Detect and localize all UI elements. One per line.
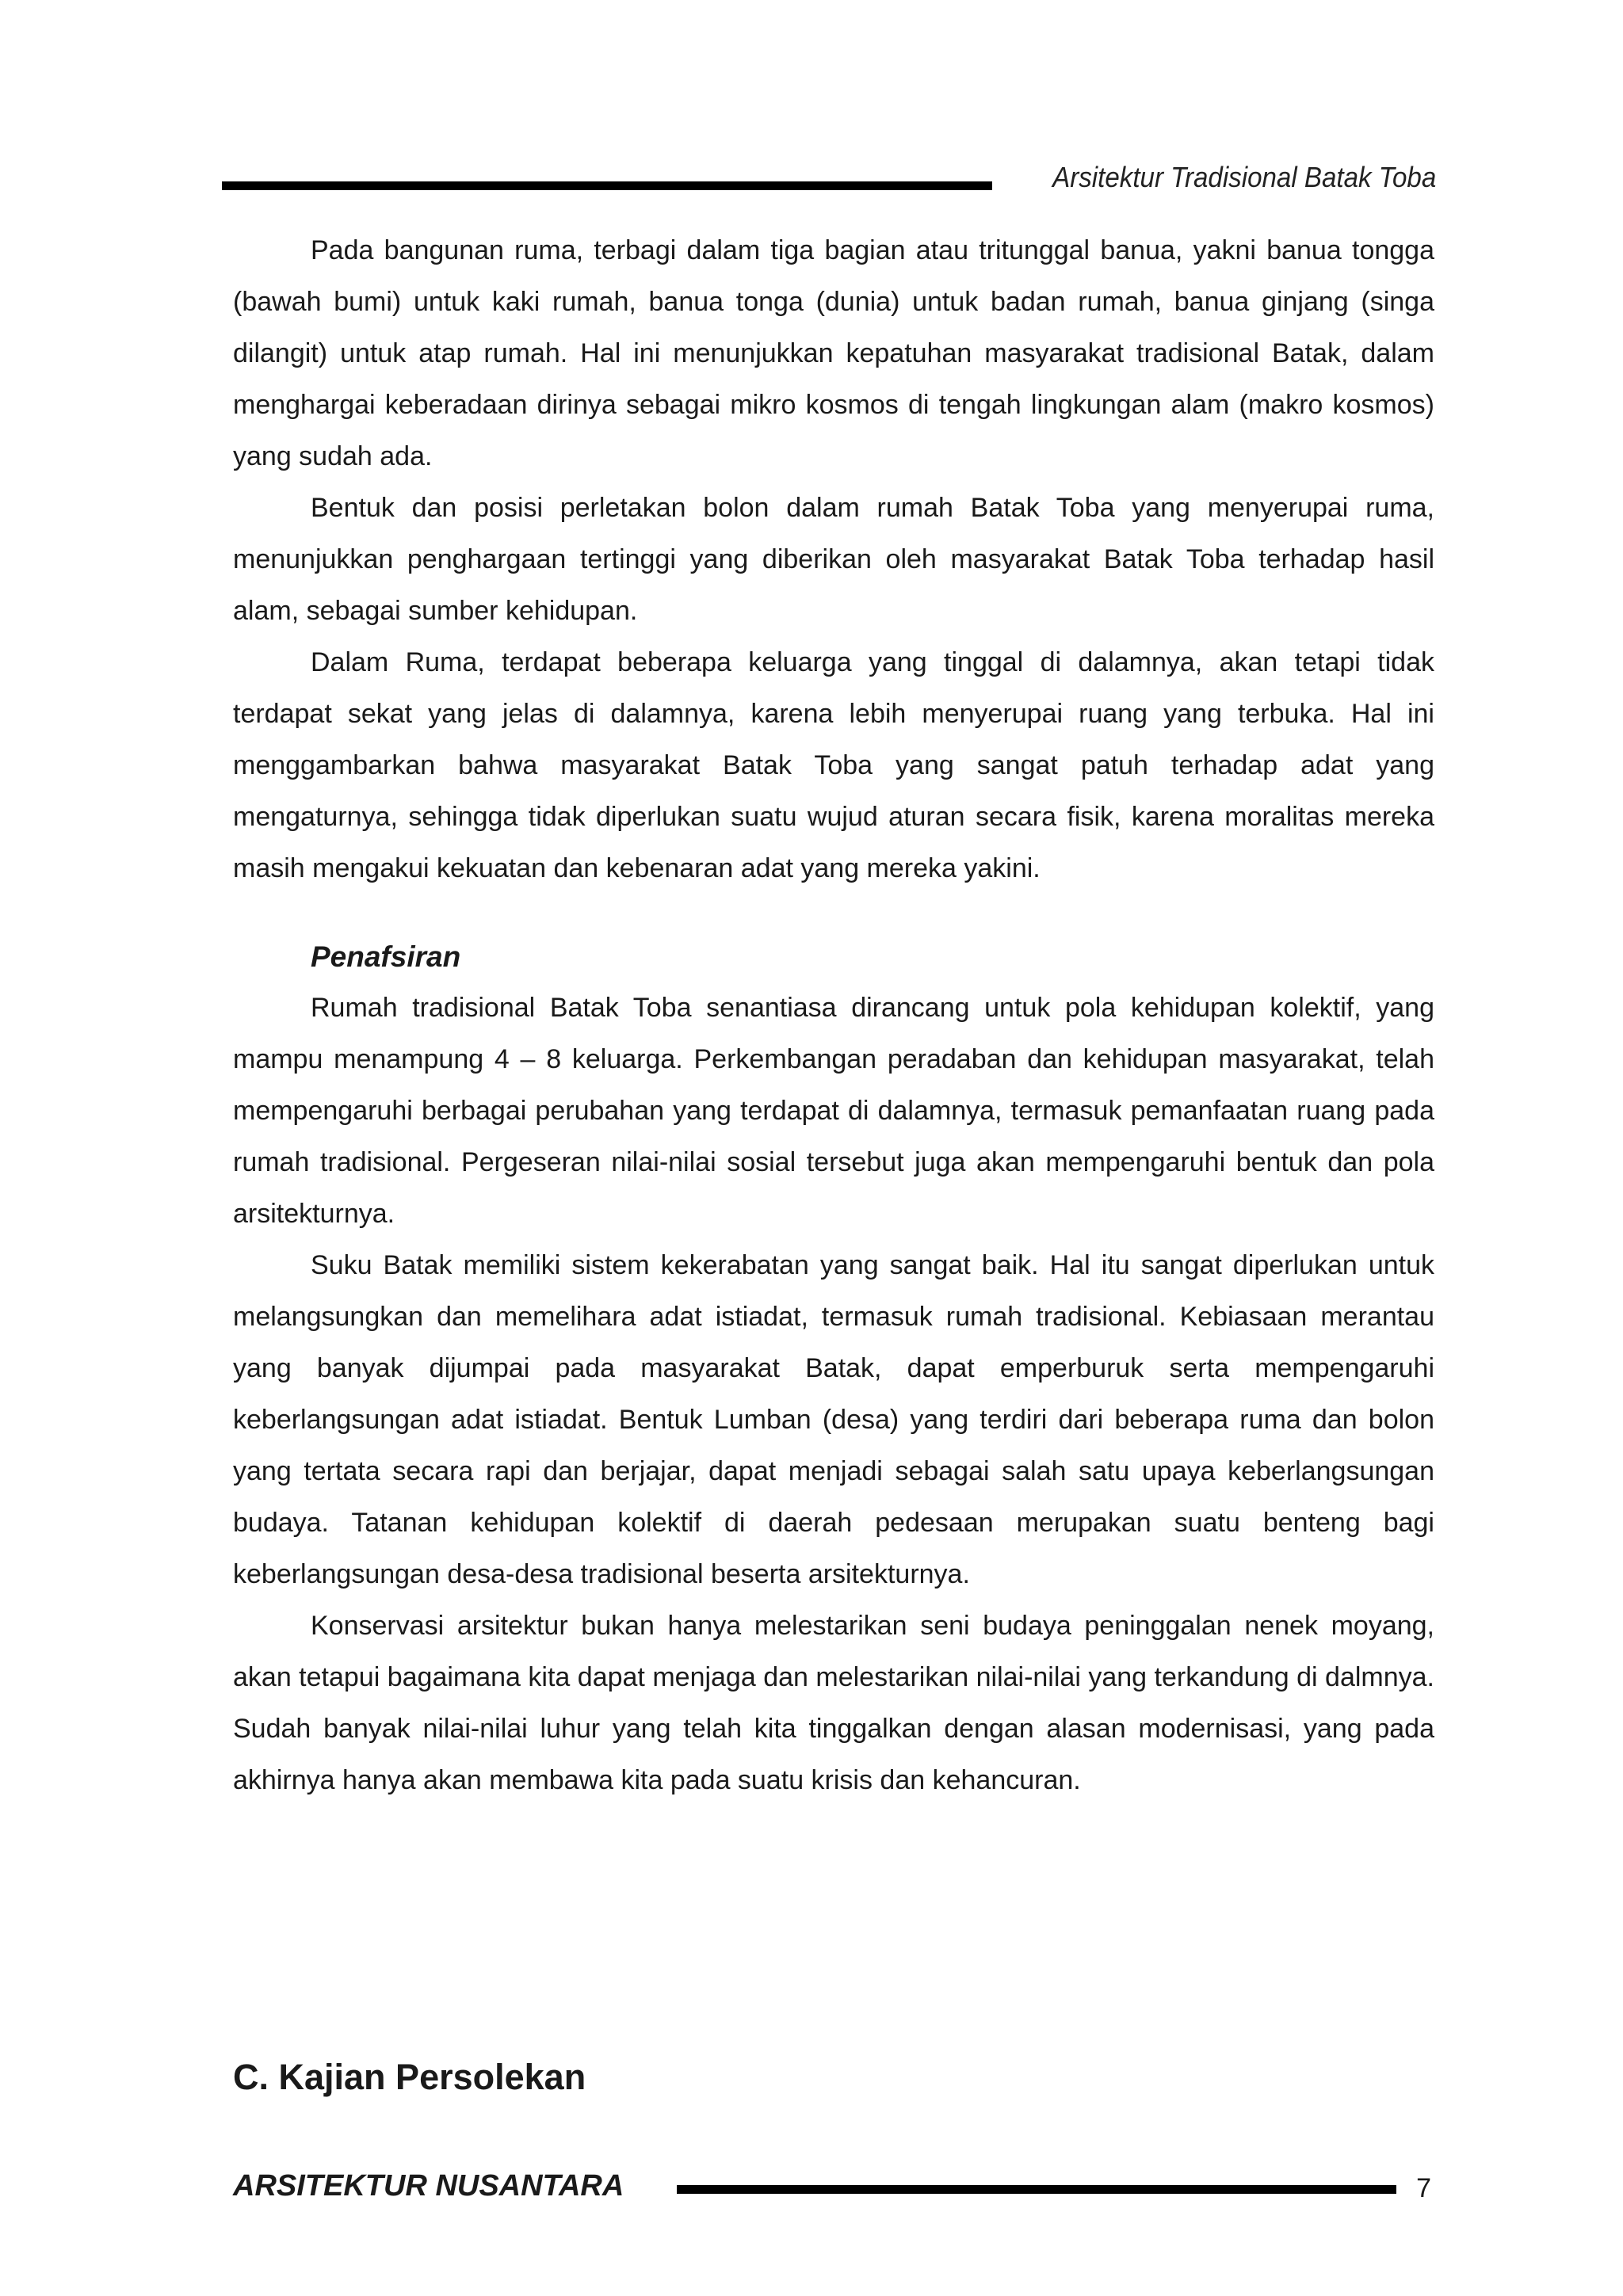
page-footer — [233, 2166, 1438, 2206]
page-header — [222, 158, 1436, 198]
paragraph: Suku Batak memiliki sistem kekerabatan yang sangat baik. Hal itu sangat diperlukan untuk melangsungkan dan memelihara adat istiadat, termasuk rumah tradisional. Kebiasaan merantau yang banyak dijumpai pada masyarakat Batak, dapat emperburuk serta mempengaruhi keberlangsungan adat istiadat. Bentuk Lumban (desa) yang terdiri dari beberapa ruma dan bolon yang tertata secara rapi dan berjajar, dapat menjadi sebagai salah satu upaya keberlangsungan budaya. Tatanan kehidupan kolektif di daerah pedesaan merupakan suatu benteng bagi keberlangsungan desa-desa tradisional beserta arsitekturnya. — [233, 1250, 1434, 1589]
paragraph: Rumah tradisional Batak Toba senantiasa dirancang untuk pola kehidupan kolektif, yang mampu menampung 4 – 8 keluarga. Perkembangan peradaban dan kehidupan masyarakat, telah mempengaruhi berbagai perubahan yang terdapat di dalamnya, termasuk pemanfaatan ruang pada rumah tradisional. Pergeseran nilai-nilai sosial tersebut juga akan mempengaruhi bentuk dan pola arsitekturnya. — [233, 993, 1434, 1229]
paragraph: Pada bangunan ruma, terbagi dalam tiga bagian atau tritunggal banua, yakni banua tongga (bawah bumi) untuk kaki rumah, banua tonga (dunia) untuk badan rumah, banua ginjang (singa dilangit) untuk atap rumah. Hal ini menunjukkan kepatuhan masyarakat tradisional Batak, dalam menghargai keberadaan dirinya sebagai mikro kosmos di tengah lingkungan alam (makro kosmos) yang sudah ada. — [233, 235, 1434, 471]
header-rule — [222, 181, 992, 190]
footer-label: ARSITEKTUR NUSANTARA — [233, 2169, 624, 2203]
subheading: Penafsiran — [311, 940, 461, 973]
page-number: 7 — [1416, 2173, 1431, 2203]
paragraph: Bentuk dan posisi perletakan bolon dalam rumah Batak Toba yang menyerupai ruma, menunjukkan penghargaan tertinggi yang diberikan oleh masyarakat Batak Toba terhadap hasil alam, sebagai sumber kehidupan. — [233, 493, 1434, 626]
footer-rule — [677, 2185, 1396, 2194]
section-heading: C. Kajian Persolekan — [233, 2057, 586, 2097]
paragraph: Konservasi arsitektur bukan hanya melestarikan seni budaya peninggalan nenek moyang, akan tetapui bagaimana kita dapat menjaga dan melestarikan nilai-nilai yang terkandung di dalmnya. Sudah banyak nilai-nilai luhur yang telah kita tinggalkan dengan alasan modernisasi, yang pada akhirnya hanya akan membawa kita pada suatu krisis dan kehancuran. — [233, 1611, 1434, 1795]
running-title: Arsitektur Tradisional Batak Toba — [1052, 161, 1436, 193]
paragraph: Dalam Ruma, terdapat beberapa keluarga yang tinggal di dalamnya, akan tetapi tidak terdapat sekat yang jelas di dalamnya, karena lebih menyerupai ruang yang terbuka. Hal ini menggambarkan bahwa masyarakat Batak Toba yang sangat patuh terhadap adat yang mengaturnya, sehingga tidak diperlukan suatu wujud aturan secara fisik, karena moralitas mereka masih mengakui kekuatan dan kebenaran adat yang mereka yakini. — [233, 647, 1434, 883]
body-text — [233, 225, 1434, 1806]
